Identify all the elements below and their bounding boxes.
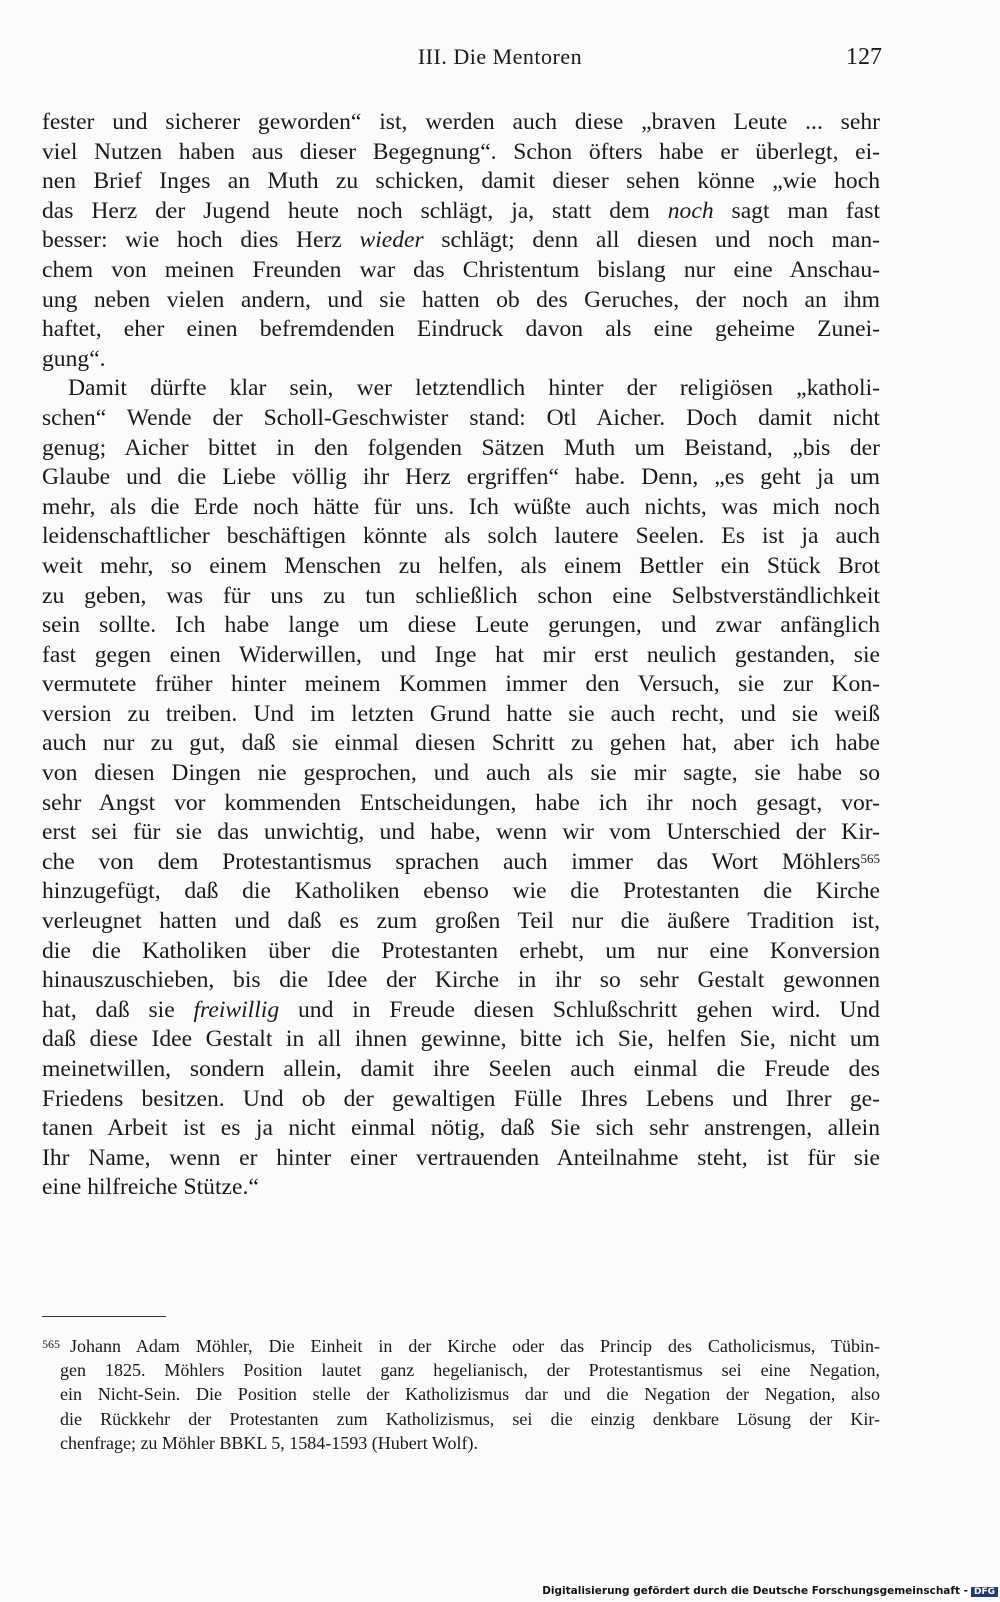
text-line: schen“ Wende der Scholl-Geschwister stand: Otl Aicher. Doch damit nicht	[42, 404, 880, 431]
running-header-title: III. Die Mentoren	[417, 44, 583, 69]
text-line: Ihr Name, wenn er hinter einer vertrauenden Anteilnahme steht, ist für sie	[42, 1144, 880, 1171]
footnote-text: Johann Adam Möhler, Die Einheit in der Kirche oder das Princip des Catholicismus, Tübin-	[70, 1336, 880, 1356]
text-line: gung“.	[42, 345, 106, 372]
text-line: Glaube und die Liebe völlig ihr Herz ergriffen“ habe. Denn, „es geht ja um	[42, 464, 880, 491]
text-line: mehr, als die Erde noch hätte für uns. Ich wüßte auch nichts, was mich noch	[42, 493, 880, 520]
text-line: tanen Arbeit ist es ja nicht einmal nötig, daß Sie sich sehr anstrengen, allein	[42, 1115, 880, 1142]
text-line: Friedens besitzen. Und ob der gewaltigen Fülle Ihres Lebens und Ihrer ge-	[42, 1085, 880, 1112]
text-segment: besser: wie hoch dies Herz	[42, 227, 360, 254]
text-segment: schlägt; denn all diesen und noch man-	[423, 227, 880, 254]
text-line: erst sei für sie das unwichtig, und habe, wenn wir vom Unterschied der Kir-	[42, 819, 880, 846]
text-line: eine hilfreiche Stütze.“	[42, 1174, 259, 1201]
footnote-divider	[42, 1316, 166, 1317]
text-line: ung neben vielen andern, und sie hatten ob des Geruches, der noch an ihm	[42, 286, 880, 313]
text-segment: che von dem Protestantismus sprachen auch immer das Wort Möhlers	[42, 848, 861, 875]
dfg-logo-badge: DFG	[971, 1587, 998, 1597]
emphasis-text: noch	[667, 197, 714, 224]
text-line: zu geben, was für uns zu tun schließlich schon eine Selbstverständlichkeit	[42, 582, 880, 609]
text-line: auch nur zu gut, daß sie einmal diesen Schritt zu gehen hat, aber ich habe	[42, 730, 880, 757]
text-line: daß diese Idee Gestalt in all ihnen gewinne, bitte ich Sie, helfen Sie, nicht um	[42, 1026, 880, 1053]
text-line: genug; Aicher bittet in den folgenden Sätzen Muth um Beistand, „bis der	[42, 434, 880, 461]
footnote	[42, 1334, 880, 1455]
text-line	[42, 996, 880, 1026]
footnote-line: ein Nicht-Sein. Die Position stelle der Katholizismus dar und die Negation der Negation, also	[60, 1384, 880, 1405]
text-line: meinetwillen, sondern allein, damit ihre Seelen auch einmal die Freude des	[42, 1056, 880, 1082]
text-segment: hat, daß sie	[42, 996, 194, 1023]
text-line: hinauszuschieben, bis die Idee der Kirche in ihr so sehr Gestalt gewonnen	[42, 967, 880, 994]
text-line	[42, 197, 880, 227]
text-line	[42, 226, 880, 256]
footnote-reference: 565	[860, 850, 880, 866]
text-segment: das Herz der Jugend heute noch schlägt, ja, statt dem	[42, 197, 668, 224]
text-line: von diesen Dingen nie gesprochen, und auch als sie mir sagte, sie habe so	[42, 760, 880, 787]
text-line: sehr Angst vor kommenden Entscheidungen, habe ich ihr noch gesagt, vor-	[42, 789, 880, 816]
emphasis-text: wieder	[359, 227, 424, 254]
text-line: haftet, eher einen befremdenden Eindruck davon als eine geheime Zunei-	[42, 316, 880, 343]
text-line: version zu treiben. Und im letzten Grund hatte sie auch recht, und sie weiß	[42, 700, 880, 727]
text-line: hinzugefügt, daß die Katholiken ebenso wie die Protestanten die Kirche	[42, 878, 880, 905]
footnote-number: 565	[42, 1337, 60, 1351]
text-line: fester und sicherer geworden“ ist, werden auch diese „braven Leute ... sehr	[42, 109, 880, 135]
footnote-line: gen 1825. Möhlers Position lautet ganz hegelianisch, der Protestantismus sei eine Negation,	[60, 1360, 880, 1381]
text-line: vermutete früher hinter meinem Kommen immer den Versuch, sie zur Kon-	[42, 671, 880, 698]
emphasis-text: freiwillig	[193, 996, 280, 1023]
text-line: verleugnet hatten und daß es zum großen Teil nur die äußere Tradition ist,	[42, 908, 880, 935]
text-segment: und in Freude diesen Schlußschritt gehen wird. Und	[279, 996, 880, 1023]
text-line: viel Nutzen haben aus dieser Begegnung“. Schon öfters habe er überlegt, ei-	[42, 138, 880, 165]
credit-text: Digitalisierung gefördert durch die Deutsche Forschungsgemeinschaft -	[542, 1585, 968, 1597]
text-line: sein sollte. Ich habe lange um diese Leute gerungen, und zwar anfänglich	[42, 612, 880, 639]
digitization-credit	[540, 1584, 1000, 1598]
footnote-line: chenfrage; zu Möhler BBKL 5, 1584-1593 (Hubert Wolf).	[60, 1432, 478, 1453]
text-line: nen Brief Inges an Muth zu schicken, damit dieser sehen könne „wie hoch	[42, 168, 880, 195]
page-number: 127	[846, 44, 882, 70]
text-segment: sagt man fast	[713, 197, 880, 224]
text-line: die die Katholiken über die Protestanten erhebt, um nur eine Konversion	[42, 937, 880, 964]
body-text	[42, 108, 880, 1203]
text-line	[42, 848, 880, 878]
footnote-line	[42, 1334, 880, 1358]
text-line: chem von meinen Freunden war das Christentum bislang nur eine Anschau-	[42, 256, 880, 283]
text-line: Damit dürfte klar sein, wer letztendlich hinter der religiösen „katholi-	[68, 375, 880, 402]
footnote-line: die Rückkehr der Protestanten zum Katholizismus, sei die einzig denkbare Lösung der Kir-	[60, 1408, 880, 1429]
text-line: weit mehr, so einem Menschen zu helfen, als einem Bettler ein Stück Brot	[42, 552, 880, 579]
text-line: leidenschaftlicher beschäftigen könnte als solch lautere Seelen. Es ist ja auch	[42, 523, 880, 550]
text-line: fast gegen einen Widerwillen, und Inge hat mir erst neulich gestanden, sie	[42, 641, 880, 668]
